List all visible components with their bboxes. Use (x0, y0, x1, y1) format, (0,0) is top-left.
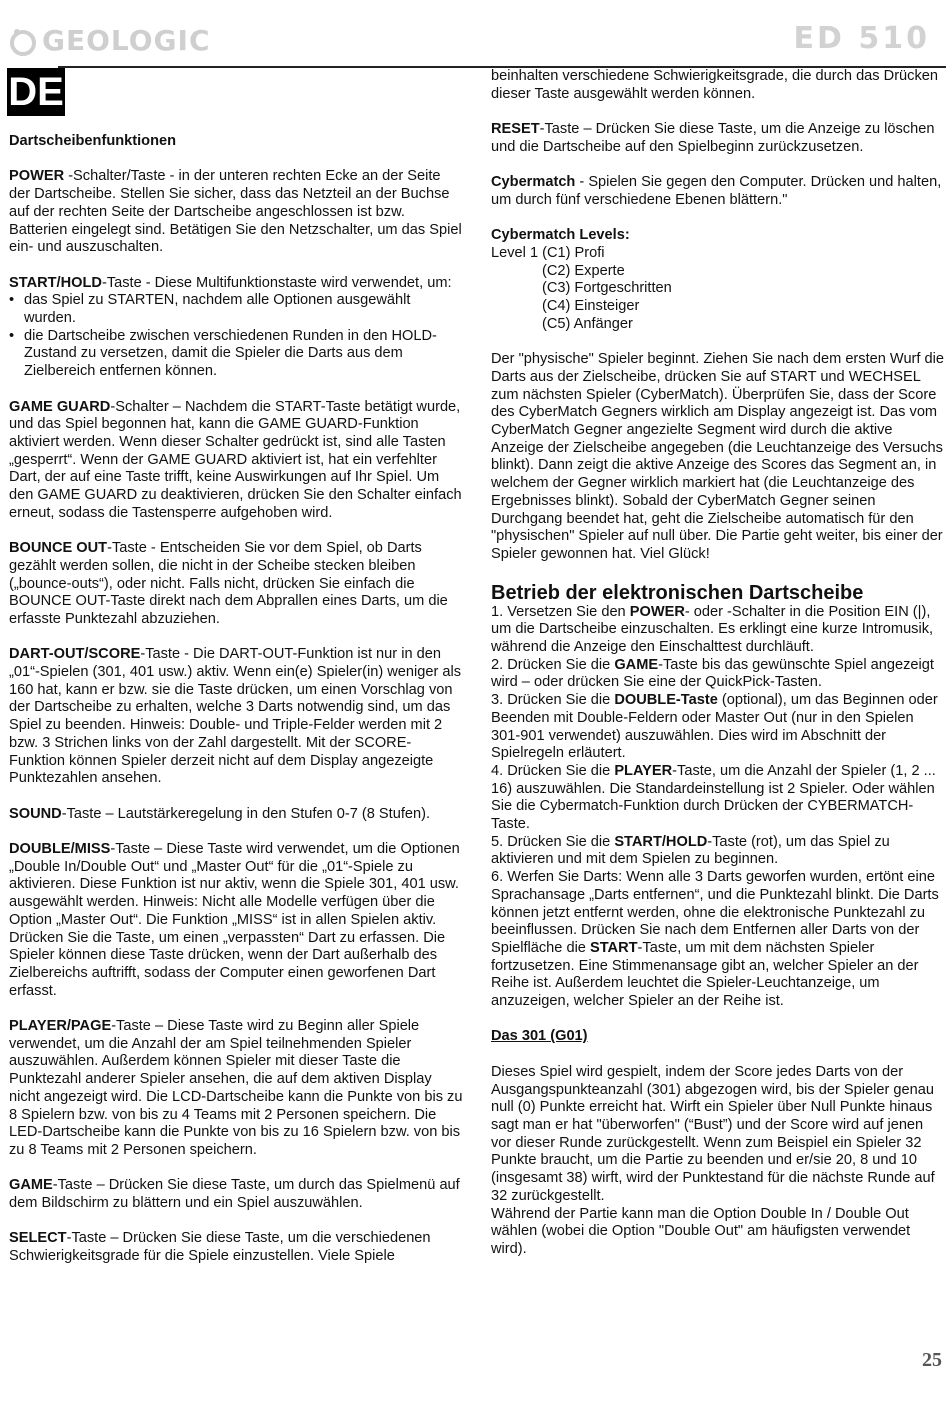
left-column (9, 133, 464, 1284)
operation-steps (491, 604, 946, 1011)
language-badge: DE (8, 70, 64, 114)
level-item: (C4) Einsteiger (542, 298, 640, 315)
geologic-logo-icon (8, 26, 38, 56)
operation-heading: Betrieb der elektronischen Dartscheibe (491, 581, 864, 604)
step-item: 3. Drücken Sie die DOUBLE-Taste (optional), um das Beginnen oder Beenden mit Double-Feldern oder Master Out (nur in den Spielen 301-901 verwendet) auszuwählen. Dies wird im Abschnitt der Spielregeln erläutert. (491, 692, 938, 762)
level-item: (C2) Experte (542, 262, 625, 279)
select-paragraph: SELECT-Taste – Drücken Sie diese Taste, um die verschiedenen Schwierigkeitsgrade für die Spiele einzustellen. Viele Spiele (9, 1230, 431, 1265)
model-name: ED 510 (793, 21, 930, 56)
game-301-title: Das 301 (G01) (491, 1028, 588, 1045)
step-item: 4. Drücken Sie die PLAYER-Taste, um die Anzahl der Spieler (1, 2 ... 16) auszuwählen. Die Standardeinstellung ist 2 Spieler. Oder wählen Sie die Cybermatch-Funktion durch Drücken der CYBERMATCH-Taste. (491, 762, 936, 833)
game-guard-paragraph: GAME GUARD-Schalter – Nachdem die START-Taste betätigt wurde, und das Spiel begonnen hat, kann die GAME GUARD-Funktion aktiviert werden. Wenn dieser Schalter gedrückt ist, sind alle Tasten „gesperrt“. Wenn der GAME GUARD aktiviert ist, hat ein verfehlter Dart, der auf eine Taste trifft, keine Auswirkungen auf Ihr Spiel. Um den GAME GUARD zu deaktivieren, drücken Sie den Schalter einfach erneut, sodass die Tastensperre aufgehoben wird. (9, 398, 462, 521)
bounce-out-paragraph: BOUNCE OUT-Taste - Entscheiden Sie vor dem Spiel, ob Darts gezählt werden sollen, die nicht in der Scheibe stecken bleiben („bounce-outs“), oder nicht. Falls nicht, drücken Sie einfach die BOUNCE OUT-Taste direkt nach dem Abprallen eines Darts, um die erfasste Punktezahl abzuziehen. (9, 540, 448, 627)
right-column (491, 68, 946, 1276)
cybermatch-levels (491, 227, 946, 333)
game-301-paragraph: Dieses Spiel wird gespielt, indem der Score jedes Darts von der Ausgangspunkteanzahl (301) abgezogen wird, bis der Spieler genau null (0) Punkte erreicht hat. Wirft ein Spieler über Null Punkte hinaus sagt man er hat "überworfen" (“Bust”) und der Score wird auf jenen vor dieser Runde zurückgestellt. Wenn zum Beispiel ein Spieler 32 Punkte braucht, um die Partie zu beenden und er/sie 20, 8 und 10 (insgesamt 38) wirft, wird der Punktestand für die nächste Runde auf 32 zurückgestellt. (491, 1063, 935, 1204)
section-title: Dartscheibenfunktionen (9, 133, 177, 149)
step-item: 5. Drücken Sie die START/HOLD-Taste (rot), um das Spiel zu aktivieren und mit dem Spielen zu beginnen. (491, 833, 890, 868)
start-hold-list (9, 292, 464, 381)
level-item: Level 1 (C1) Profi (491, 244, 605, 261)
cybermatch-paragraph: Cybermatch - Spielen Sie gegen den Computer. Drücken und halten, um durch fünf verschiedene Ebenen blättern." (491, 174, 942, 208)
level-item: (C5) Anfänger (542, 315, 633, 332)
brand-name: GEOLOGIC (42, 24, 211, 58)
physical-player-paragraph: Der "physische" Spieler beginnt. Ziehen Sie nach dem ersten Wurf die Darts aus der Zielscheibe, drücken Sie auf START und WECHSEL zum nächsten Spieler (CyberMatch). Überprüfen Sie, dass der Score des CyberMatch Gegners wirklich am Display angezeigt ist. Das vom CyberMatch Gegner angezielte Segment wird durch die aktive Anzeige der Zielscheibe angegeben (die Leuchtanzeige des Versuchs blinkt). Dann zeigt die aktive Anzeige des Scores das Segment an, in welchem der Gegner wirklich markiert hat (die Leuchtanzeige des Ergebnisses blinkt). Sobald der CyberMatch Gegner seinen Durchgang beendet hat, geht die Zielscheibe automatisch für den "physischen" Spieler auf null über. Die Partie geht weiter, bis einer der Spieler gewonnen hat. Viel Glück! (491, 351, 945, 562)
reset-paragraph: RESET-Taste – Drücken Sie diese Taste, um die Anzeige zu löschen und die Dartscheibe auf den Spielbeginn zurückzusetzen. (491, 121, 935, 155)
power-paragraph: POWER -Schalter/Taste - in der unteren rechten Ecke an der Seite der Dartscheibe. Stellen Sie sicher, dass das Netzteil an der Buchse auf der rechten Seite der Dartscheibe angeschlossen ist bzw. Batterien eingelegt sind. Betätigen Sie den Netzschalter, um das Spiel ein- und auszuschalten. (9, 168, 462, 256)
brand-logo (8, 26, 211, 56)
step-item: 6. Werfen Sie Darts: Wenn alle 3 Darts geworfen wurden, ertönt eine Sprachansage „Darts entfernen“, und die Punktezahl blinkt. Die Darts können jetzt entfernt werden, ohne die elektronische Punktezahl zu beeinflussen. Drücken Sie nach dem Entfernen aller Darts von der Spielfläche die START-Taste, um mit dem nächsten Spieler fortzusetzen. Eine Stimmenansage gibt an, welcher Spieler an der Reihe ist. Außerdem leuchtet die Spieler-Leuchtanzeige, um anzuzeigen, welcher Spieler an der Reihe ist. (491, 869, 939, 1010)
start-hold-paragraph: START/HOLD-Taste - Diese Multifunktionstaste wird verwendet, um: (9, 274, 452, 291)
step-item: 1. Versetzen Sie den POWER- oder -Schalter in die Position EIN (|), um die Dartscheibe einzuschalten. Es erklingt eine kurze Intromusik, während die Anzeige den Einschalttest durchläuft. (491, 603, 934, 656)
dart-out-paragraph: DART-OUT/SCORE-Taste - Die DART-OUT-Funktion ist nur in den „01“-Spielen (301, 401 usw.) aktiv. Wenn ein(e) Spieler(in) weniger als 160 hat, kann er bzw. sie die Taste drücken, um einen Vorschlag von der Dartscheibe zu erhalten, welche 3 Darts notwendig sind, um das Spiel zu beenden. Hinweis: Double- und Triple-Felder werden mit 2 bzw. 3 Strichen links von der Zahl dargestellt. Mit der SCORE-Funktion können Spieler derzeit nicht auf dem Display angezeigte Punktezahlen ansehen. (9, 646, 462, 787)
player-page-paragraph: PLAYER/PAGE-Taste – Diese Taste wird zu Beginn aller Spiele verwendet, um die Anzahl der am Spiel teilnehmenden Spieler auszuwählen. Außerdem können Spieler mit dieser Taste die Punktezahl anderer Spieler ansehen, die auf dem aktiven Display nicht angezeigt wird. Die LCD-Dartscheibe kann die Punkte von bis zu 8 Spielern bzw. von bis zu 4 Teams mit 2 Personen speichern. Die LED-Dartscheibe kann die Punkte von bis zu 16 Spielern bzw. von bis zu 8 Teams mit 2 Personen speichern. (9, 1018, 463, 1158)
game-paragraph: GAME-Taste – Drücken Sie diese Taste, um durch das Spielmenü auf dem Bildschirm zu blättern und ein Spiel auszuwählen. (9, 1177, 460, 1212)
step-item: 2. Drücken Sie die GAME-Taste bis das gewünschte Spiel angezeigt wird – oder drücken Sie eine der QuickPick-Tasten. (491, 656, 934, 691)
page-number: 25 (922, 1349, 942, 1371)
list-item: • das Spiel zu STARTEN, nachdem alle Optionen ausgewählt wurden. (9, 292, 464, 327)
level-item: (C3) Fortgeschritten (542, 280, 672, 297)
game-301-paragraph-2: Während der Partie kann man die Option Double In / Double Out wählen (wobei die Option "Double Out" am häufigsten verwendet wird). (491, 1205, 911, 1257)
levels-title: Cybermatch Levels: (491, 227, 630, 244)
select-continued: beinhalten verschiedene Schwierigkeitsgrade, die durch das Drücken dieser Taste ausgewählt werden können. (491, 68, 938, 102)
sound-paragraph: SOUND-Taste – Lautstärkeregelung in den Stufen 0-7 (8 Stufen). (9, 805, 431, 822)
double-miss-paragraph: DOUBLE/MISS-Taste – Diese Taste wird verwendet, um die Optionen „Double In/Double Out“ und „Master Out“ für die „01“-Spiele zu aktivieren. Diese Funktion ist nur aktiv, wenn die Spiele 301, 401 usw. ausgewählt werden. Hinweis: Nicht alle Modelle verfügen über die Option „Master Out“. Die Funktion „MISS“ ist in allen Spielen aktiv. Drücken Sie die Taste, um einen „verpassten“ Dart zu erfassen. Die Spieler können diese Taste drücken, wenn der Dart außerhalb des Zielbereichs auftrifft, sodass der Computer einen geworfenen Dart erfasst. (9, 841, 460, 999)
list-item: • die Dartscheibe zwischen verschiedenen Runden in den HOLD-Zustand zu versetzen, damit die Spieler die Darts aus dem Zielbereich entfernen können. (9, 328, 464, 381)
